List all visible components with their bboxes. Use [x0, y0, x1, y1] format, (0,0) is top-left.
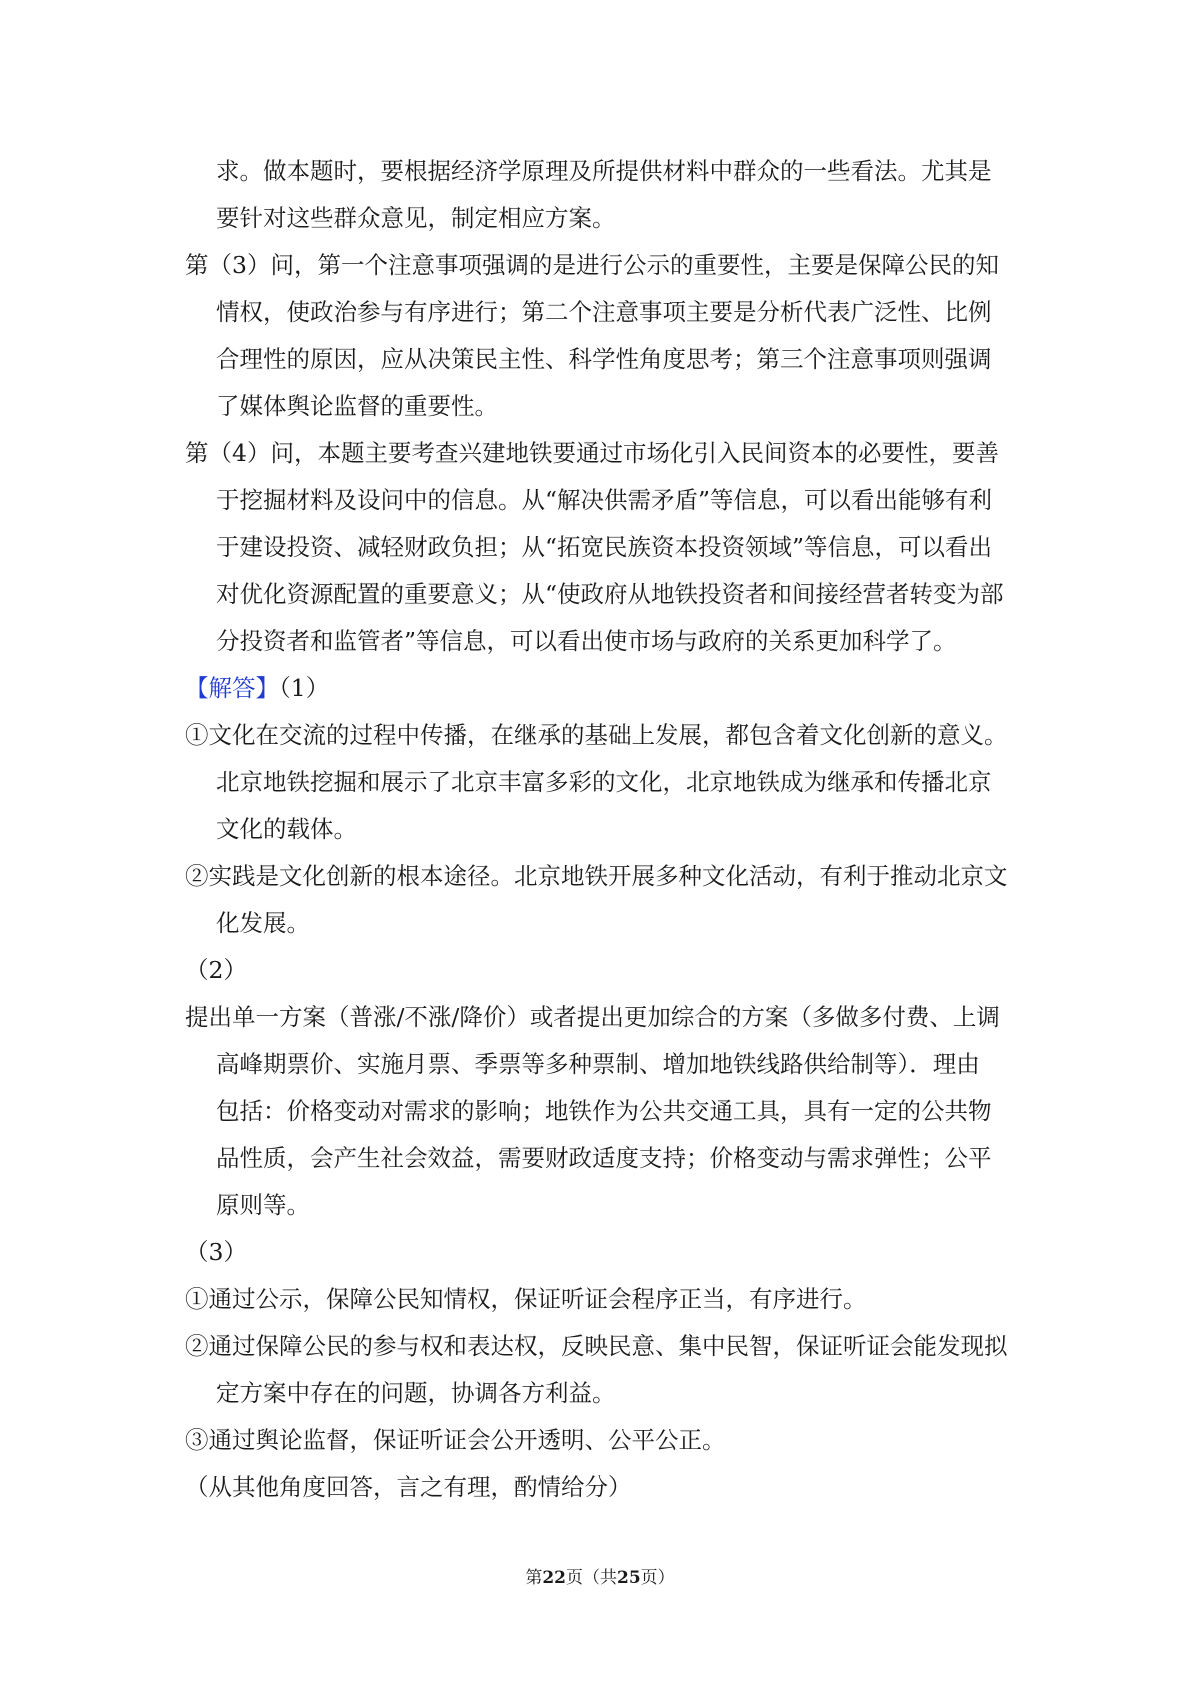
text-line — [185, 289, 1030, 336]
footer-suffix: 页） — [640, 1568, 675, 1588]
line-text: 第（4）问，本题主要考查兴建地铁要通过市场化引入民间资本的必要性，要善 — [185, 439, 999, 467]
answer-body — [185, 148, 1030, 1511]
answer-label: 【解答】 — [185, 674, 279, 702]
text-line — [185, 1276, 1030, 1323]
line-text: 高峰期票价、实施月票、季票等多种票制、增加地铁线路供给制等）．理由 — [216, 1050, 980, 1078]
text-line — [185, 383, 1030, 430]
line-text: 文化的载体。 — [216, 815, 357, 843]
text-line — [185, 571, 1030, 618]
text-line — [185, 947, 1030, 994]
text-line — [185, 148, 1030, 195]
footer-middle: 页（共 — [566, 1568, 617, 1588]
line-text: （从其他角度回答，言之有理，酌情给分） — [185, 1473, 632, 1501]
line-text: 第（3）问，第一个注意事项强调的是进行公示的重要性，主要是保障公民的知 — [185, 251, 999, 279]
text-line — [185, 994, 1030, 1041]
line-text: ①通过公示，保障公民知情权，保证听证会程序正当，有序进行。 — [185, 1285, 867, 1313]
line-text: （2） — [185, 956, 247, 984]
line-text: 化发展。 — [216, 909, 310, 937]
footer-prefix: 第 — [525, 1568, 543, 1588]
text-line — [185, 1229, 1030, 1276]
text-line — [185, 1182, 1030, 1229]
line-text: 原则等。 — [216, 1191, 310, 1219]
line-text: ①文化在交流的过程中传播，在继承的基础上发展，都包含着文化创新的意义。 — [185, 721, 1008, 749]
line-text: 于建设投资、减轻财政负担；从“拓宽民族资本投资领域”等信息，可以看出 — [216, 533, 993, 561]
line-text: （1） — [279, 674, 330, 702]
current-page-number: 22 — [542, 1568, 566, 1588]
text-line — [185, 477, 1030, 524]
text-line — [185, 336, 1030, 383]
text-line — [185, 1464, 1030, 1511]
line-text: 合理性的原因，应从决策民主性、科学性角度思考；第三个注意事项则强调 — [216, 345, 992, 373]
text-line — [185, 665, 1030, 712]
text-line — [185, 1041, 1030, 1088]
text-line — [185, 759, 1030, 806]
text-line — [185, 430, 1030, 477]
text-line — [185, 195, 1030, 242]
line-text: 要针对这些群众意见，制定相应方案。 — [216, 204, 616, 232]
page-footer — [0, 1566, 1200, 1590]
line-text: 分投资者和监管者”等信息，可以看出使市场与政府的关系更加科学了。 — [216, 627, 957, 655]
line-text: 情权，使政治参与有序进行；第二个注意事项主要是分析代表广泛性、比例 — [216, 298, 992, 326]
line-text: 求。做本题时，要根据经济学原理及所提供材料中群众的一些看法。尤其是 — [216, 157, 992, 185]
text-line — [185, 242, 1030, 289]
text-line — [185, 618, 1030, 665]
text-line — [185, 1417, 1030, 1464]
total-page-number: 25 — [617, 1568, 641, 1588]
line-text: ②通过保障公民的参与权和表达权，反映民意、集中民智，保证听证会能发现拟 — [185, 1332, 1008, 1360]
line-text: 包括：价格变动对需求的影响；地铁作为公共交通工具，具有一定的公共物 — [216, 1097, 992, 1125]
line-text: ②实践是文化创新的根本途径。北京地铁开展多种文化活动，有利于推动北京文 — [185, 862, 1008, 890]
line-text: 品性质，会产生社会效益，需要财政适度支持；价格变动与需求弹性；公平 — [216, 1144, 992, 1172]
line-text: ③通过舆论监督，保证听证会公开透明、公平公正。 — [185, 1426, 726, 1454]
line-text: 了媒体舆论监督的重要性。 — [216, 392, 498, 420]
text-line — [185, 1135, 1030, 1182]
line-text: 提出单一方案（普涨/不涨/降价）或者提出更加综合的方案（多做多付费、上调 — [185, 1003, 1000, 1031]
text-line — [185, 1370, 1030, 1417]
text-line — [185, 1323, 1030, 1370]
text-line — [185, 524, 1030, 571]
text-line — [185, 853, 1030, 900]
line-text: 于挖掘材料及设问中的信息。从“解决供需矛盾”等信息，可以看出能够有利 — [216, 486, 993, 514]
text-line — [185, 900, 1030, 947]
line-text: 定方案中存在的问题，协调各方利益。 — [216, 1379, 616, 1407]
line-text: 北京地铁挖掘和展示了北京丰富多彩的文化，北京地铁成为继承和传播北京 — [216, 768, 992, 796]
text-line — [185, 806, 1030, 853]
line-text: （3） — [185, 1238, 247, 1266]
line-text: 对优化资源配置的重要意义；从“使政府从地铁投资者和间接经营者转变为部 — [216, 580, 1004, 608]
text-line — [185, 712, 1030, 759]
text-line — [185, 1088, 1030, 1135]
